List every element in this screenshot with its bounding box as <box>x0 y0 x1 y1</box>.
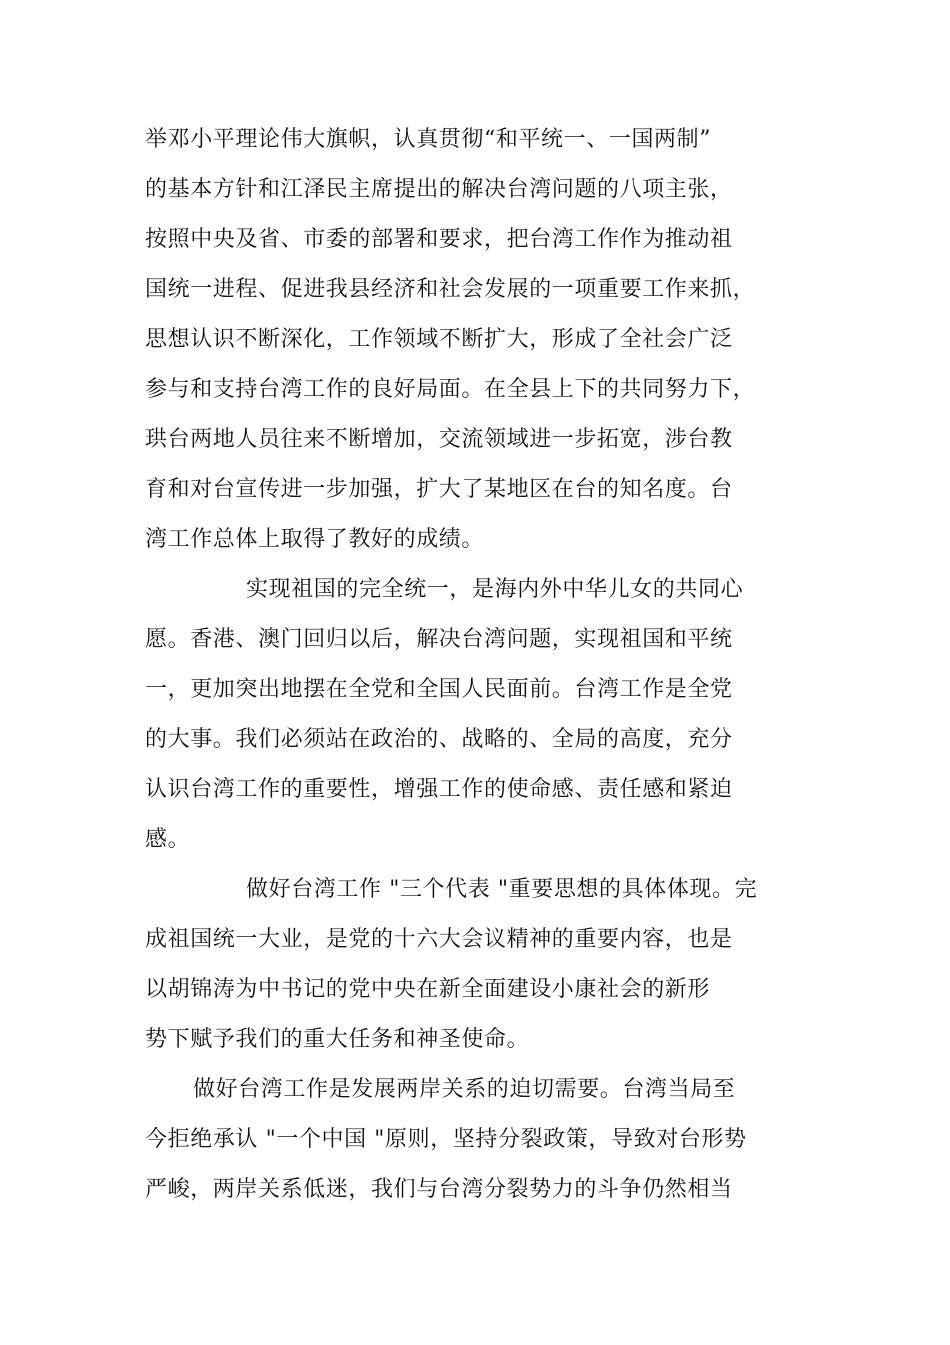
text-line: 一，更加突出地摆在全党和全国人民面前。台湾工作是全党 <box>145 677 733 702</box>
text-line: 势下赋予我们的重大任务和神圣使命。 <box>145 1027 530 1052</box>
text-line-indented: 实现祖国的完全统一，是海内外中华儿女的共同心 <box>246 577 744 602</box>
text-line: 湾工作总体上取得了教好的成绩。 <box>145 527 485 552</box>
text-line: 举邓小平理论伟大旗帜，认真贯彻“和平统一、一国两制” <box>145 127 712 152</box>
text-line: 今拒绝承认 "一个中国 "原则，坚持分裂政策，导致对台形势 <box>145 1127 747 1152</box>
text-line: 思想认识不断深化，工作领域不断扩大，形成了全社会广泛 <box>145 327 733 352</box>
text-line: 以胡锦涛为中书记的党中央在新全面建设小康社会的新形 <box>145 977 711 1002</box>
text-line: 成祖国统一大业，是党的十六大会议精神的重要内容，也是 <box>145 927 733 952</box>
text-line: 育和对台宣传进一步加强，扩大了某地区在台的知名度。台 <box>145 477 733 502</box>
text-line: 的基本方针和江泽民主席提出的解决台湾问题的八项主张， <box>145 177 733 202</box>
text-line: 珙台两地人员往来不断增加，交流领域进一步拓宽，涉台教 <box>145 427 733 452</box>
text-line: 的大事。我们必须站在政治的、战略的、全局的高度，充分 <box>145 727 733 752</box>
text-line: 国统一进程、促进我县经济和社会发展的一项重要工作来抓， <box>145 277 756 302</box>
text-line-indented: 做好台湾工作 "三个代表 "重要思想的具体体现。完 <box>246 877 758 902</box>
text-line: 参与和支持台湾工作的良好局面。在全县上下的共同努力下， <box>145 377 756 402</box>
text-line: 感。 <box>145 827 191 852</box>
text-line: 认识台湾工作的重要性，增强工作的使命感、责任感和紧迫 <box>145 777 733 802</box>
text-line: 按照中央及省、市委的部署和要求，把台湾工作作为推动祖 <box>145 227 733 252</box>
text-line-indented: 做好台湾工作是发展两岸关系的迫切需要。台湾当局至 <box>193 1077 736 1102</box>
text-line: 愿。香港、澳门回归以后，解决台湾问题，实现祖国和平统 <box>145 627 733 652</box>
text-line: 严峻，两岸关系低迷，我们与台湾分裂势力的斗争仍然相当 <box>145 1177 733 1202</box>
